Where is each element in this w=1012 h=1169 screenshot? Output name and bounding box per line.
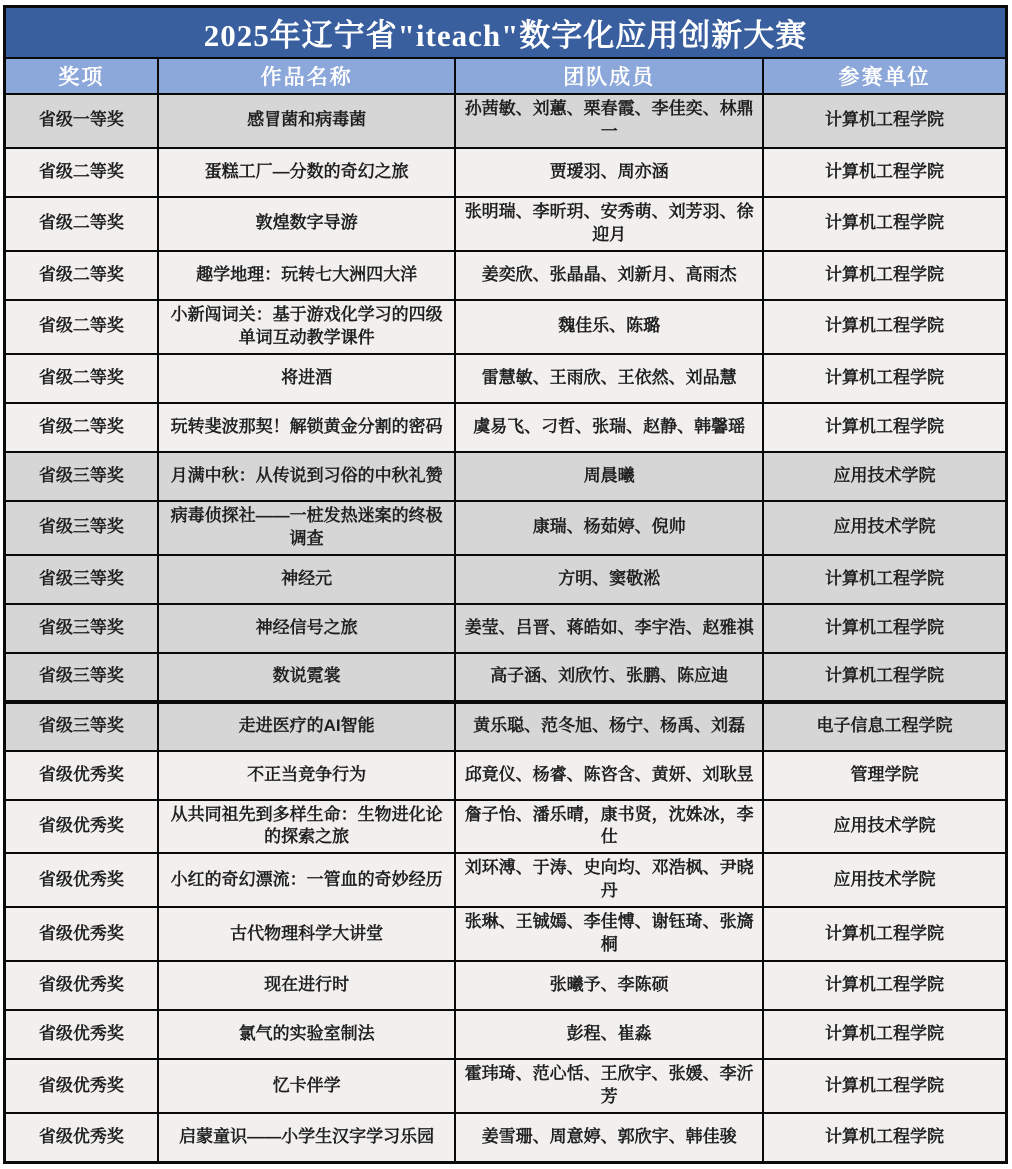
award-cell: 省级优秀奖 [5,1059,158,1113]
award-cell: 省级二等奖 [5,197,158,251]
work-title-cell: 启蒙童识——小学生汉字学习乐园 [158,1113,456,1162]
award-cell: 省级二等奖 [5,403,158,452]
table-row [5,853,1007,907]
award-cell: 省级三等奖 [5,501,158,555]
table-row [5,555,1007,604]
award-cell: 省级三等奖 [5,604,158,653]
work-title-cell: 小红的奇幻漂流：一管血的奇妙经历 [158,853,456,907]
award-cell: 省级优秀奖 [5,961,158,1010]
participating-unit-cell: 计算机工程学院 [763,197,1007,251]
award-cell: 省级优秀奖 [5,1010,158,1059]
work-title-cell: 氯气的实验室制法 [158,1010,456,1059]
col-header-award: 奖项 [5,58,158,94]
participating-unit-cell: 计算机工程学院 [763,148,1007,197]
participating-unit-cell: 计算机工程学院 [763,354,1007,403]
award-cell: 省级优秀奖 [5,751,158,800]
participating-unit-cell: 电子信息工程学院 [763,702,1007,751]
participating-unit-cell: 应用技术学院 [763,452,1007,501]
table-row [5,94,1007,148]
work-title-cell: 蛋糕工厂—分数的奇幻之旅 [158,148,456,197]
team-members-cell: 虞易飞、刁哲、张瑞、赵静、韩馨瑶 [455,403,763,452]
table-row [5,354,1007,403]
work-title-cell: 将进酒 [158,354,456,403]
work-title-cell: 数说霓裳 [158,653,456,702]
work-title-cell: 玩转斐波那契！解锁黄金分割的密码 [158,403,456,452]
team-members-cell: 魏佳乐、陈璐 [455,300,763,354]
team-members-cell: 黄乐聪、范冬旭、杨宁、杨禹、刘磊 [455,702,763,751]
participating-unit-cell: 应用技术学院 [763,501,1007,555]
table-row [5,1059,1007,1113]
work-title-cell: 敦煌数字导游 [158,197,456,251]
table-row [5,452,1007,501]
participating-unit-cell: 计算机工程学院 [763,907,1007,961]
team-members-cell: 张琳、王铖嫣、李佳愽、谢钰琦、张旖桐 [455,907,763,961]
table-row [5,251,1007,300]
team-members-cell: 张明瑞、李昕玥、安秀萌、刘芳羽、徐迎月 [455,197,763,251]
team-members-cell: 贾瑷羽、周亦涵 [455,148,763,197]
award-cell: 省级一等奖 [5,94,158,148]
table-row [5,300,1007,354]
table-row [5,800,1007,854]
team-members-cell: 姜奕欣、张晶晶、刘新月、高雨杰 [455,251,763,300]
work-title-cell: 小新闯词关：基于游戏化学习的四级单词互动教学课件 [158,300,456,354]
work-title-cell: 不正当竞争行为 [158,751,456,800]
team-members-cell: 姜莹、吕晋、蒋皓如、李宇浩、赵雅祺 [455,604,763,653]
team-members-cell: 邱竟仪、杨睿、陈咨含、黄妍、刘耿昱 [455,751,763,800]
participating-unit-cell: 计算机工程学院 [763,1010,1007,1059]
table-row [5,907,1007,961]
table-row [5,403,1007,452]
award-cell: 省级三等奖 [5,452,158,501]
table-row [5,961,1007,1010]
award-cell: 省级优秀奖 [5,853,158,907]
work-title-cell: 神经信号之旅 [158,604,456,653]
participating-unit-cell: 计算机工程学院 [763,604,1007,653]
table-row [5,702,1007,751]
team-members-cell: 张曦予、李陈硕 [455,961,763,1010]
team-members-cell: 周晨曦 [455,452,763,501]
table-row [5,148,1007,197]
award-cell: 省级优秀奖 [5,1113,158,1162]
work-title-cell: 月满中秋：从传说到习俗的中秋礼赞 [158,452,456,501]
participating-unit-cell: 计算机工程学院 [763,1113,1007,1162]
team-members-cell: 高子涵、刘欣竹、张鹏、陈应迪 [455,653,763,702]
team-members-cell: 康瑞、杨茹婷、倪帅 [455,501,763,555]
work-title-cell: 忆卡伴学 [158,1059,456,1113]
work-title-cell: 古代物理科学大讲堂 [158,907,456,961]
team-members-cell: 雷慧敏、王雨欣、王依然、刘品慧 [455,354,763,403]
team-members-cell: 詹子怡、潘乐晴，康书贤，沈姝冰，李仕 [455,800,763,854]
table-body [5,94,1007,1162]
table-row [5,501,1007,555]
work-title-cell: 神经元 [158,555,456,604]
col-header-unit: 参赛单位 [763,58,1007,94]
participating-unit-cell: 计算机工程学院 [763,1059,1007,1113]
table-row [5,1010,1007,1059]
participating-unit-cell: 计算机工程学院 [763,403,1007,452]
award-cell: 省级二等奖 [5,251,158,300]
award-cell: 省级二等奖 [5,300,158,354]
team-members-cell: 霍玮琦、范心恬、王欣宇、张媛、李沂芳 [455,1059,763,1113]
participating-unit-cell: 管理学院 [763,751,1007,800]
team-members-cell: 方明、窦敬淞 [455,555,763,604]
participating-unit-cell: 应用技术学院 [763,800,1007,854]
competition-results-table [3,5,1008,1164]
award-cell: 省级三等奖 [5,702,158,751]
work-title-cell: 病毒侦探社——一桩发热迷案的终极调查 [158,501,456,555]
participating-unit-cell: 应用技术学院 [763,853,1007,907]
table-row [5,751,1007,800]
work-title-cell: 感冒菌和病毒菌 [158,94,456,148]
table-row [5,197,1007,251]
team-members-cell: 彭程、崔淼 [455,1010,763,1059]
award-cell: 省级三等奖 [5,653,158,702]
participating-unit-cell: 计算机工程学院 [763,300,1007,354]
work-title-cell: 从共同祖先到多样生命：生物进化论的探索之旅 [158,800,456,854]
work-title-cell: 走进医疗的AI智能 [158,702,456,751]
participating-unit-cell: 计算机工程学院 [763,555,1007,604]
column-header-row [5,58,1007,94]
participating-unit-cell: 计算机工程学院 [763,961,1007,1010]
award-cell: 省级三等奖 [5,555,158,604]
work-title-cell: 趣学地理：玩转七大洲四大洋 [158,251,456,300]
table-row [5,653,1007,702]
team-members-cell: 孙茜敏、刘蕙、栗春霞、李佳奕、林鼎一 [455,94,763,148]
work-title-cell: 现在进行时 [158,961,456,1010]
award-cell: 省级二等奖 [5,148,158,197]
participating-unit-cell: 计算机工程学院 [763,251,1007,300]
col-header-team: 团队成员 [455,58,763,94]
team-members-cell: 刘环溥、于涛、史向均、邓浩枫、尹晓丹 [455,853,763,907]
participating-unit-cell: 计算机工程学院 [763,94,1007,148]
award-cell: 省级优秀奖 [5,907,158,961]
col-header-work: 作品名称 [158,58,456,94]
award-cell: 省级二等奖 [5,354,158,403]
title-row [5,7,1007,59]
award-cell: 省级优秀奖 [5,800,158,854]
table-row [5,604,1007,653]
table-title: 2025年辽宁省"iteach"数字化应用创新大赛 [5,7,1007,59]
table-row [5,1113,1007,1162]
team-members-cell: 姜雪珊、周意婷、郭欣宇、韩佳骏 [455,1113,763,1162]
participating-unit-cell: 计算机工程学院 [763,653,1007,702]
